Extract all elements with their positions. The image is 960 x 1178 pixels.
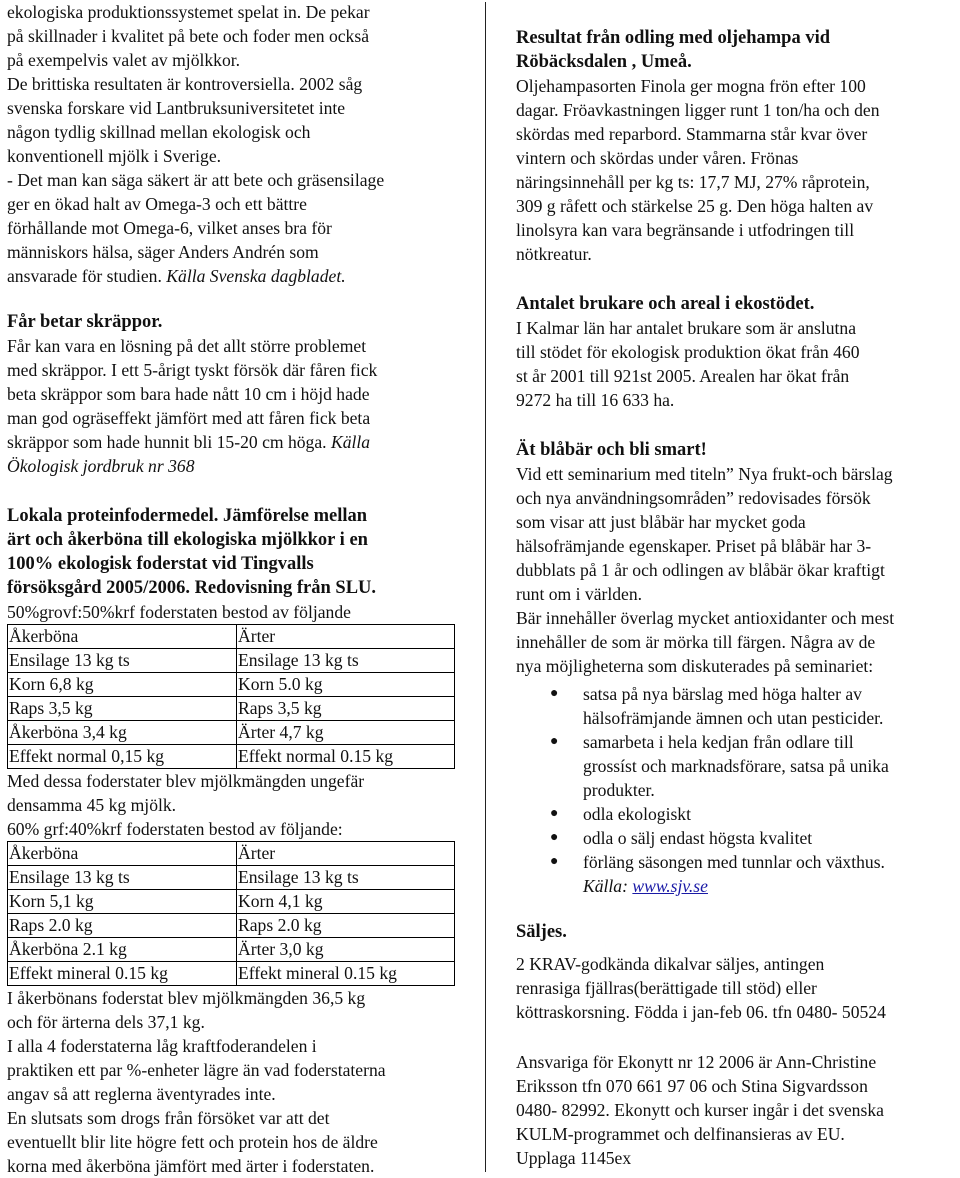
text-line: hälsofrämjande ämnen och utan pesticider. [583, 708, 884, 728]
text-line [7, 264, 463, 288]
source-link[interactable]: www.sjv.se [632, 876, 708, 896]
text-line: människors hälsa, säger Anders Andrén som [7, 242, 319, 262]
text-line: näringsinnehåll per kg ts: 17,7 MJ, 27% råprotein, [516, 172, 870, 192]
article-heading: Röbäcksdalen , Umeå. [516, 52, 692, 72]
text-line: densamma 45 kg mjölk. [7, 795, 177, 815]
text-line: - Det man kan säga säkert är att bete och gräsensilage [7, 170, 385, 190]
bullet-icon: ● [550, 734, 559, 749]
table-cell: Korn 5.0 kg [237, 673, 455, 697]
table-cell: Korn 6,8 kg [8, 673, 237, 697]
text-line: Med dessa foderstater blev mjölkmängden ungefär [7, 771, 365, 791]
text-line [7, 430, 463, 454]
table-row [8, 842, 455, 866]
list-item [550, 730, 960, 802]
bullet-icon: ● [550, 830, 559, 845]
text-line: man god ogräseffekt jämfört med att fåren fick beta [7, 408, 371, 428]
table-row [8, 962, 455, 986]
text-line: Eriksson tfn 070 661 97 06 och Stina Sigvardsson [516, 1076, 868, 1096]
protein-feed-article [7, 504, 463, 1178]
milk-quality-article [7, 0, 463, 288]
text-line: st år 2001 till 921st 2005. Arealen har ökat från [516, 366, 850, 386]
table-cell: Effekt normal 0.15 kg [237, 745, 455, 769]
left-column [7, 0, 463, 1178]
text-line: korna med åkerböna jämfört med ärter i foderstaten. [7, 1156, 375, 1176]
text-fragment: ansvarade för studien. [7, 266, 162, 286]
source-citation: Källa Svenska dagbladet. [166, 266, 346, 286]
eco-subsidy-article [516, 292, 960, 412]
table-row [8, 721, 455, 745]
bullet-icon: ● [550, 854, 559, 869]
article-heading: Säljes. [516, 922, 567, 942]
text-line: med skräppor. I ett 5-årigt tyskt försök där fåren fick [7, 360, 378, 380]
text-line: I alla 4 foderstaterna låg kraftfoderandelen i [7, 1036, 317, 1056]
text-line: ger en ökad halt av Omega-3 och ett bättre [7, 194, 307, 214]
article-heading: ärt och åkerböna till ekologiska mjölkkor i en [7, 530, 368, 550]
right-column [516, 26, 960, 1170]
text-line: till stödet för ekologisk produktion ökat från 460 [516, 342, 860, 362]
text-line: på exempelvis valet av mjölkkor. [7, 50, 241, 70]
table-row [8, 673, 455, 697]
table-cell: Ensilage 13 kg ts [8, 866, 237, 890]
text-line: linolsyra kan vara begränsande i utfodringen till [516, 220, 855, 240]
sheep-dock-article [7, 310, 463, 478]
list-item [550, 802, 960, 826]
article-heading: Får betar skräppor. [7, 312, 163, 332]
text-line: förläng säsongen med tunnlar och växthus. [583, 852, 885, 872]
text-line: förhållande mot Omega-6, vilket anses bra för [7, 218, 332, 238]
article-heading: Antalet brukare och areal i ekostödet. [516, 294, 815, 314]
table-cell: Ensilage 13 kg ts [237, 649, 455, 673]
text-line: innehåller de som är mörka till färgen. Några av de [516, 632, 876, 652]
text-line: satsa på nya bärslag med höga halter av [583, 684, 862, 704]
text-line: Bär innehåller överlag mycket antioxidanter och mest [516, 608, 895, 628]
text-fragment: skräppor som hade hunnit bli 15-20 cm höga. [7, 432, 327, 452]
source-citation: Källa [330, 432, 371, 452]
text-line: vintern och skördas under våren. Frönas [516, 148, 799, 168]
bullet-icon: ● [550, 686, 559, 701]
table-row [8, 866, 455, 890]
table-cell: Raps 3,5 kg [237, 697, 455, 721]
table-intro: 60% grf:40%krf foderstaten bestod av följande: [7, 819, 343, 839]
text-line: hälsofrämjande egenskaper. Priset på blåbär har 3- [516, 536, 872, 556]
list-item [550, 682, 960, 730]
text-line: och för ärterna dels 37,1 kg. [7, 1012, 205, 1032]
list-item [550, 826, 960, 850]
source-citation: Ökologisk jordbruk nr 368 [7, 456, 195, 476]
table-row [8, 649, 455, 673]
table-cell: Åkerböna 3,4 kg [8, 721, 237, 745]
text-line: Upplaga 1145ex [516, 1148, 632, 1168]
text-line: angav så att reglerna äventyrades inte. [7, 1084, 276, 1104]
feed-ration-table-1 [7, 624, 455, 769]
text-line: runt om i världen. [516, 584, 643, 604]
text-line: 2 KRAV-godkända dikalvar säljes, antingen [516, 954, 825, 974]
table-cell: Ensilage 13 kg ts [8, 649, 237, 673]
table-cell: Effekt mineral 0.15 kg [8, 962, 237, 986]
text-line: Vid ett seminarium med titeln” Nya frukt-och bärslag [516, 464, 893, 484]
table-cell: Ensilage 13 kg ts [237, 866, 455, 890]
table-cell: Raps 2.0 kg [8, 914, 237, 938]
table-row [8, 697, 455, 721]
text-line: 309 g råfett och stärkelse 25 g. Den höga halten av [516, 196, 874, 216]
text-line: odla o sälj endast högsta kvalitet [583, 828, 813, 848]
text-line: praktiken ett par %-enheter lägre än vad foderstaterna [7, 1060, 386, 1080]
source-citation [516, 874, 960, 898]
text-line: som visar att just blåbär har mycket goda [516, 512, 806, 532]
text-line: någon tydlig skillnad mellan ekologisk och [7, 122, 311, 142]
list-item [550, 850, 960, 874]
article-heading: Ät blåbär och bli smart! [516, 440, 707, 460]
table-cell: Effekt mineral 0.15 kg [237, 962, 455, 986]
text-line: produkter. [583, 780, 655, 800]
text-line: Ansvariga för Ekonytt nr 12 2006 är Ann-Christine [516, 1052, 877, 1072]
text-line: Får kan vara en lösning på det allt större problemet [7, 336, 367, 356]
text-line: dubblats på 1 år och odlingen av blåbär ökar kraftigt [516, 560, 885, 580]
article-heading: Lokala proteinfodermedel. Jämförelse mellan [7, 506, 368, 526]
article-heading: 100% ekologisk foderstat vid Tingvalls [7, 554, 314, 574]
table-row [8, 625, 455, 649]
table-cell: Ärter [237, 842, 455, 866]
text-line: och nya användningsområden” redovisades försök [516, 488, 871, 508]
text-line: på skillnader i kvalitet på bete och foder men också [7, 26, 370, 46]
text-line: skördas med reparbord. Stammarna står kvar över [516, 124, 868, 144]
hemp-article [516, 26, 960, 266]
table-row [8, 745, 455, 769]
for-sale-ad [516, 920, 960, 1024]
table-cell: Åkerböna [8, 842, 237, 866]
table-cell: Ärter 3,0 kg [237, 938, 455, 962]
table-cell: Korn 4,1 kg [237, 890, 455, 914]
text-line: Oljehampasorten Finola ger mogna frön efter 100 [516, 76, 866, 96]
text-line: KULM-programmet och delfinansieras av EU. [516, 1124, 845, 1144]
text-line: En slutsats som drogs från försöket var att det [7, 1108, 330, 1128]
blueberry-article [516, 438, 960, 898]
source-label: Källa: [583, 876, 628, 896]
text-line: I Kalmar län har antalet brukare som är anslutna [516, 318, 857, 338]
text-line: De brittiska resultaten är kontroversiella. 2002 såg [7, 74, 363, 94]
text-line: köttraskorsning. Födda i jan-feb 06. tfn 0480- 50524 [516, 1002, 886, 1022]
article-heading: Resultat från odling med oljehampa vid [516, 28, 831, 48]
article-heading: försöksgård 2005/2006. Redovisning från SLU. [7, 578, 377, 598]
publication-footer [516, 1050, 960, 1170]
table-intro: 50%grovf:50%krf foderstaten bestod av följande [7, 602, 351, 622]
table-row [8, 890, 455, 914]
text-line: konventionell mjölk i Sverige. [7, 146, 222, 166]
text-line: I åkerbönans foderstat blev mjölkmängden 36,5 kg [7, 988, 366, 1008]
text-line: 9272 ha till 16 633 ha. [516, 390, 675, 410]
table-cell: Ärter 4,7 kg [237, 721, 455, 745]
text-line: eventuellt blir lite högre fett och protein hos de äldre [7, 1132, 378, 1152]
table-cell: Effekt normal 0,15 kg [8, 745, 237, 769]
text-line: samarbeta i hela kedjan från odlare till [583, 732, 854, 752]
text-line: nya möjligheterna som diskuterades på seminariet: [516, 656, 874, 676]
table-cell: Åkerböna 2.1 kg [8, 938, 237, 962]
column-divider [485, 2, 486, 1172]
table-row [8, 938, 455, 962]
text-line: renrasiga fjällras(berättigade till stöd) eller [516, 978, 817, 998]
table-cell: Raps 3,5 kg [8, 697, 237, 721]
text-line: nötkreatur. [516, 244, 592, 264]
text-line: odla ekologiskt [583, 804, 691, 824]
text-line: svenska forskare vid Lantbruksuniversitetet inte [7, 98, 346, 118]
seminar-bullet-list [516, 682, 960, 874]
feed-ration-table-2 [7, 841, 455, 986]
table-cell: Korn 5,1 kg [8, 890, 237, 914]
table-row [8, 914, 455, 938]
text-line: 0480- 82992. Ekonytt och kurser ingår i det svenska [516, 1100, 884, 1120]
text-line: beta skräppor som bara hade nått 10 cm i höjd hade [7, 384, 370, 404]
table-cell: Ärter [237, 625, 455, 649]
table-cell: Åkerböna [8, 625, 237, 649]
text-line: ekologiska produktionssystemet spelat in. De pekar [7, 2, 370, 22]
bullet-icon: ● [550, 806, 559, 821]
text-line: grossíst och marknadsförare, satsa på unika [583, 756, 889, 776]
table-cell: Raps 2.0 kg [237, 914, 455, 938]
text-line: dagar. Fröavkastningen ligger runt 1 ton/ha och den [516, 100, 880, 120]
